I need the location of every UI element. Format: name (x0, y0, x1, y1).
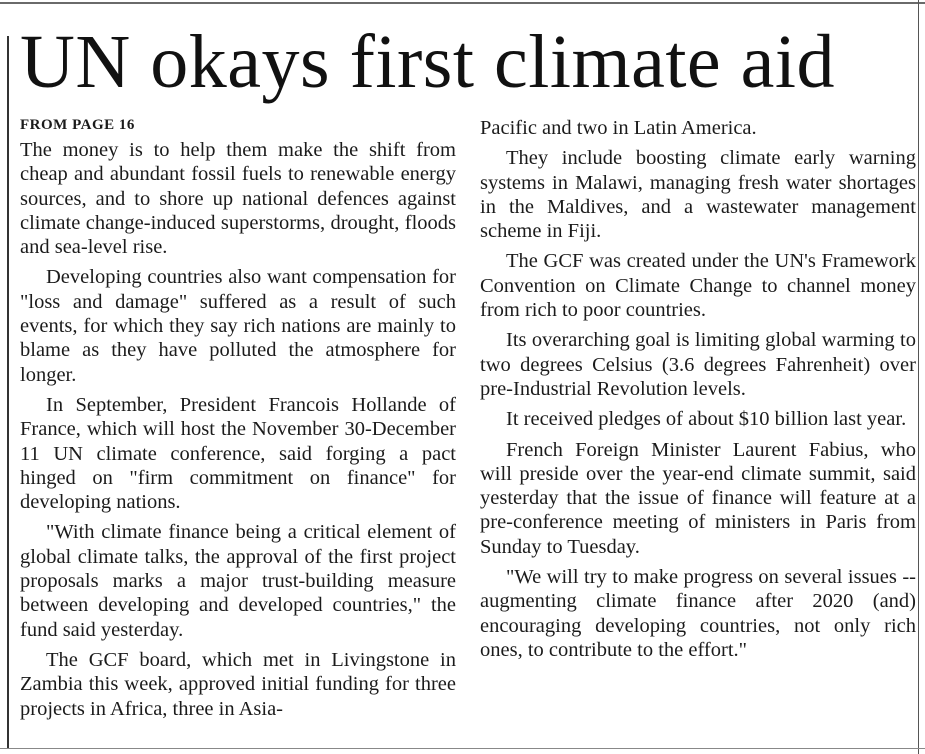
paragraph: In September, President Francois Hollande of France, which will host the November 30-December 11 UN climate conference, said forging a pact hinged on "firm commitment on finance" for developing nations. (20, 393, 456, 514)
paragraph: "With climate finance being a critical element of global climate talks, the approval of the first project proposals marks a major trust-building measure between developing and developed countries," the fund said yesterday. (20, 521, 456, 641)
right-column (480, 116, 916, 668)
paragraph: The GCF was created under the UN's Framework Convention on Climate Change to channel money from rich to poor countries. (480, 250, 916, 322)
paragraph: Developing countries also want compensation for "loss and damage" suffered as a result of such events, for which they say rich nations are mainly to blame as they have polluted the atmosphere for longer. (20, 266, 456, 386)
left-column-rule (7, 36, 9, 748)
left-column (20, 116, 456, 727)
paragraph: "We will try to make progress on several issues -- augmenting climate finance after 2020 (and) encouraging developing countries, not only rich ones, to contribute to the effort." (480, 566, 916, 661)
paragraph: They include boosting climate early warning systems in Malawi, managing fresh water shortages in the Maldives, and a wastewater management scheme in Fiji. (480, 147, 916, 243)
continuation-kicker: FROM PAGE 16 (20, 117, 135, 133)
paragraph: Its overarching goal is limiting global warming to two degrees Celsius (3.6 degrees Fahrenheit) over pre-Industrial Revolution levels. (480, 329, 916, 400)
paragraph: The GCF board, which met in Livingstone in Zambia this week, approved initial funding for three projects in Africa, three in Asia- (20, 648, 456, 720)
right-edge-rule (918, 0, 919, 754)
top-rule (0, 2, 925, 4)
paragraph: French Foreign Minister Laurent Fabius, who will preside over the year-end climate summit, said yesterday that the issue of finance will feature at a pre-conference meeting of ministers in Paris from Sunday to Tuesday. (480, 438, 916, 558)
paragraph: The money is to help them make the shift from cheap and abundant fossil fuels to renewable energy sources, and to shore up national defences against climate change-induced superstorms, drought, floods and sea-level rise. (20, 139, 456, 259)
paragraph: Pacific and two in Latin America. (480, 117, 757, 139)
headline: UN okays first climate aid (20, 20, 836, 104)
bottom-rule (0, 748, 925, 749)
paragraph: It received pledges of about $10 billion last year. (506, 408, 907, 431)
